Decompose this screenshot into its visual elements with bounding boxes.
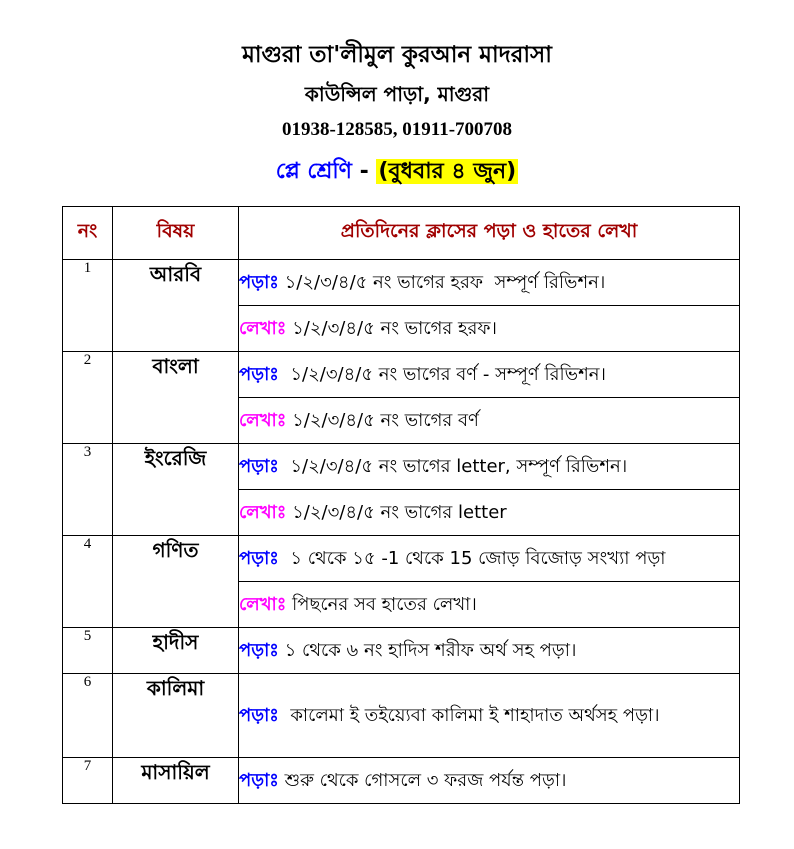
task-text: ১ থেকে ৬ নং হাদিস শরীফ অর্থ সহ পড়া।	[278, 640, 577, 661]
task-text: ১ থেকে ১৫ -1 থেকে 15 জোড় বিজোড় সংখ্যা পড়া	[278, 548, 666, 569]
row-number: 3	[63, 444, 113, 536]
row-number: 7	[63, 758, 113, 804]
reading-task	[239, 674, 740, 758]
subject-name: বাংলা	[113, 352, 239, 444]
writing-task	[239, 306, 740, 352]
reading-label: পড়াঃ	[239, 548, 279, 569]
reading-label: পড়াঃ	[239, 770, 279, 791]
reading-label: পড়াঃ	[239, 364, 279, 385]
row-number: 6	[63, 674, 113, 758]
writing-task	[239, 582, 740, 628]
writing-label: লেখাঃ	[239, 502, 287, 523]
heading-separator: -	[351, 159, 377, 184]
writing-label: লেখাঃ	[239, 318, 287, 339]
reading-label: পড়াঃ	[239, 640, 279, 661]
reading-label: পড়াঃ	[239, 272, 279, 293]
reading-task	[239, 444, 740, 490]
reading-task	[239, 352, 740, 398]
task-text: ১/২/৩/৪/৫ নং ভাগের letter	[286, 502, 507, 523]
task-text: ১/২/৩/৪/৫ নং ভাগের হরফ সম্পূর্ণ রিভিশন।	[278, 272, 606, 293]
subject-name: মাসায়িল	[113, 758, 239, 804]
task-text: ১/২/৩/৪/৫ নং ভাগের বর্ণ - সম্পূর্ণ রিভিশন।	[278, 364, 606, 385]
institution-name: মাগুরা তা'লীমুল কুরআন মাদরাসা	[242, 42, 552, 68]
subject-name: গণিত	[113, 536, 239, 628]
row-number: 1	[63, 260, 113, 352]
schedule-table	[62, 206, 740, 804]
phone-numbers: 01938-128585, 01911-700708	[281, 119, 513, 140]
table-row	[63, 260, 740, 306]
subject-name: কালিমা	[113, 674, 239, 758]
subject-name: আরবি	[113, 260, 239, 352]
writing-label: লেখাঃ	[239, 594, 287, 615]
row-number: 5	[63, 628, 113, 674]
institution-address: কাউন্সিল পাড়া, মাগুরা	[304, 82, 490, 106]
reading-label: পড়াঃ	[239, 456, 279, 477]
class-date: (বুধবার ৪ জুন)	[378, 159, 517, 184]
task-text: পিছনের সব হাতের লেখা।	[286, 594, 477, 615]
table-row	[63, 536, 740, 582]
task-text: শুরু থেকে গোসলে ৩ ফরজ পর্যন্ত পড়া।	[278, 770, 567, 791]
table-header-row	[63, 207, 740, 260]
table-row	[63, 444, 740, 490]
table-row	[63, 674, 740, 758]
row-number: 2	[63, 352, 113, 444]
table-row	[63, 758, 740, 804]
reading-task	[239, 758, 740, 804]
reading-task	[239, 628, 740, 674]
class-date-heading	[0, 154, 794, 191]
task-text: ১/২/৩/৪/৫ নং ভাগের বর্ণ	[286, 410, 479, 431]
table-row	[63, 352, 740, 398]
header-subject: বিষয়	[113, 207, 239, 260]
task-text: ১/২/৩/৪/৫ নং ভাগের হরফ।	[286, 318, 497, 339]
table-row	[63, 628, 740, 674]
task-text: ১/২/৩/৪/৫ নং ভাগের letter, সম্পূর্ণ রিভিশন।	[278, 456, 628, 477]
task-text: কালেমা ই তইয়্যেবা কালিমা ই শাহাদাত অর্থসহ পড়া।	[278, 705, 660, 726]
reading-task	[239, 260, 740, 306]
reading-task	[239, 536, 740, 582]
writing-task	[239, 398, 740, 444]
reading-label: পড়াঃ	[239, 705, 279, 726]
class-name: প্লে শ্রেণি	[275, 159, 352, 184]
writing-task	[239, 490, 740, 536]
writing-label: লেখাঃ	[239, 410, 287, 431]
subject-name: হাদীস	[113, 628, 239, 674]
header-work: প্রতিদিনের ক্লাসের পড়া ও হাতের লেখা	[239, 207, 740, 260]
table-body	[63, 260, 740, 804]
subject-name: ইংরেজি	[113, 444, 239, 536]
header-no: নং	[63, 207, 113, 260]
row-number: 4	[63, 536, 113, 628]
